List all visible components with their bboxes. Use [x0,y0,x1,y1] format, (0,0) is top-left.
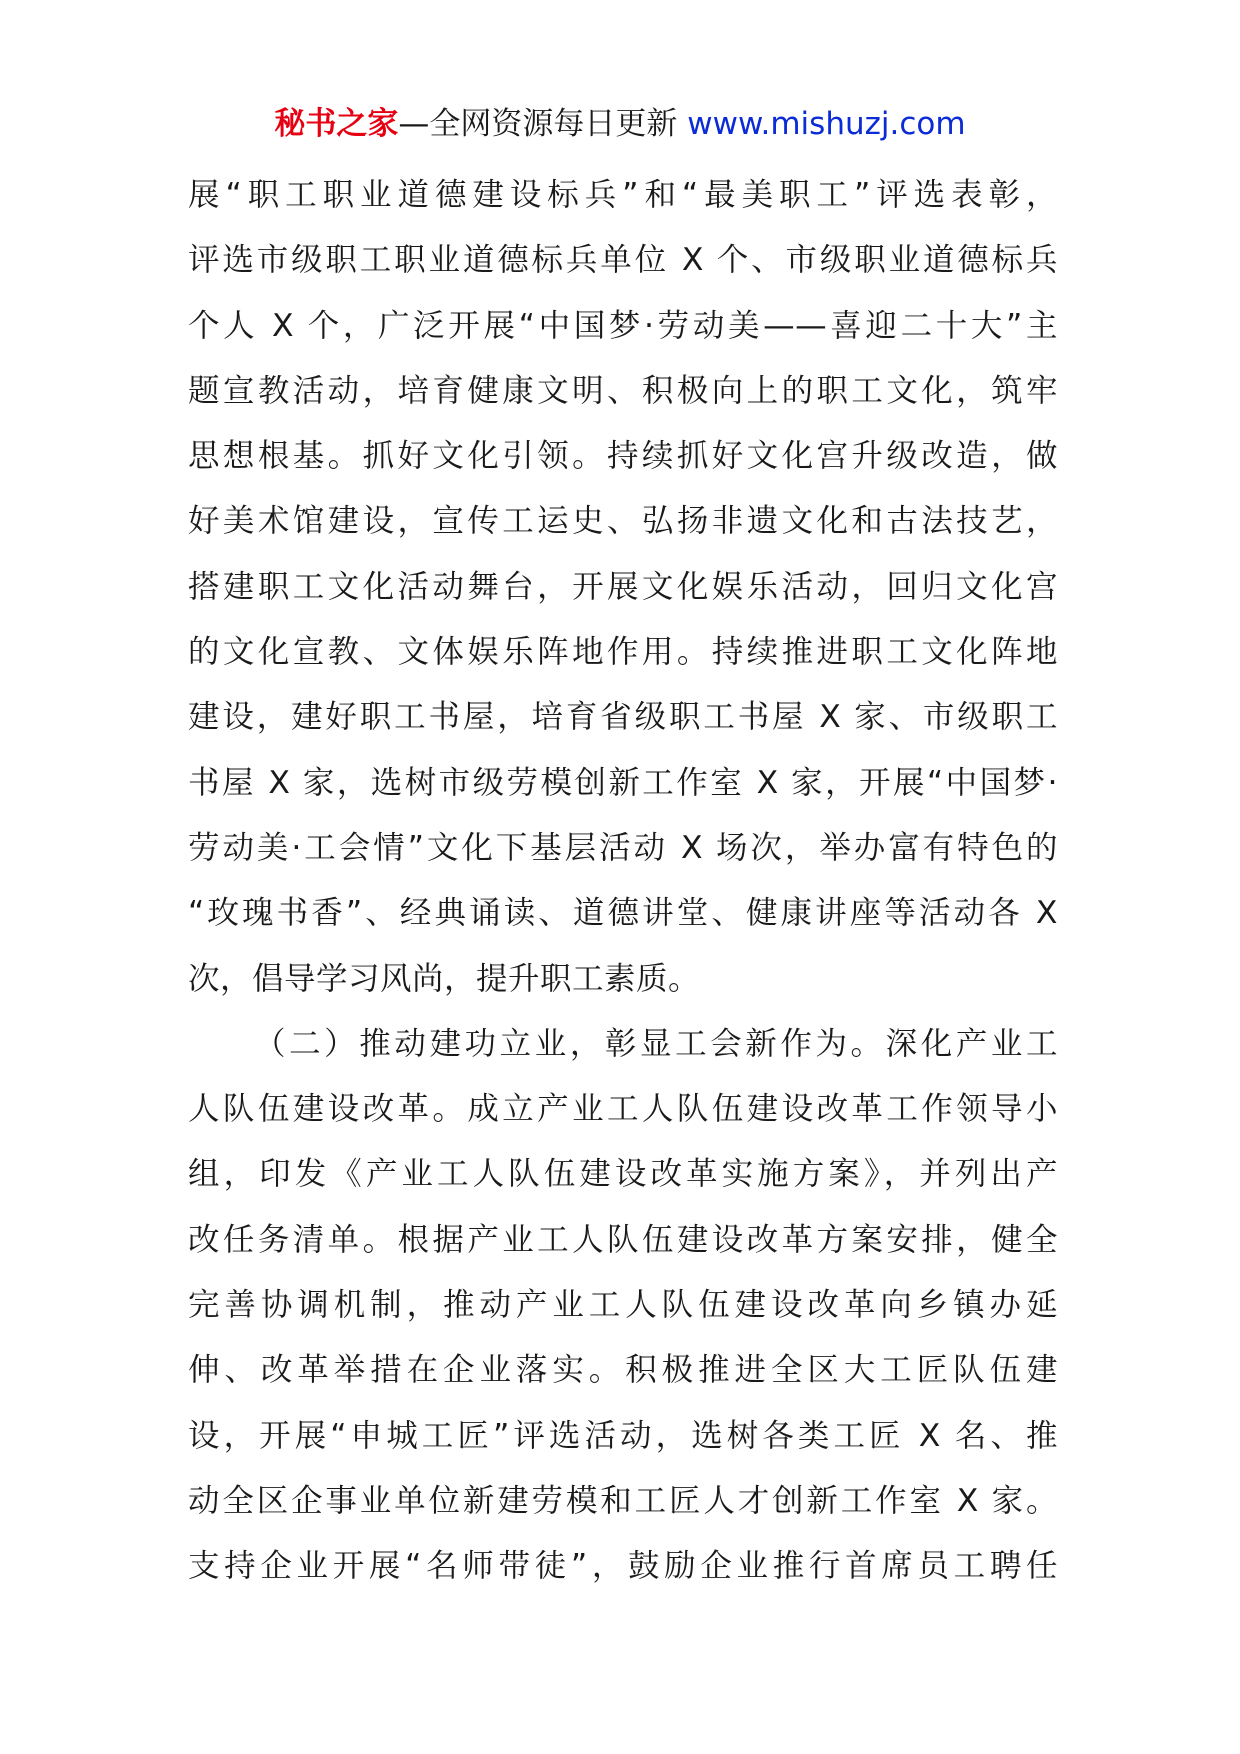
text-line: “玫瑰书香”、经典诵读、道德讲堂、健康讲座等活动各 X [188,895,1058,932]
document-body [188,163,1058,1600]
text-line: 人队伍建设改革。成立产业工人队伍建设改革工作领导小 [188,1091,1058,1128]
text-line: 评选市级职工职业道德标兵单位 X 个、市级职业道德标兵 [188,242,1058,279]
text-line: 思想根基。抓好文化引领。持续抓好文化宫升级改造，做 [188,438,1058,475]
text-line: 动全区企事业单位新建劳模和工匠人才创新工作室 X 家。 [188,1482,1058,1519]
text-line: 搭建职工文化活动舞台，开展文化娱乐活动，回归文化宫 [188,568,1058,605]
site-brand: 秘书之家 [274,106,399,142]
site-url[interactable]: www.mishuzj.com [687,106,966,142]
text-line: 支持企业开展“名师带徒”，鼓励企业推行首席员工聘任 [188,1548,1058,1585]
paragraph-end-line: 次，倡导学习风尚，提升职工素质。 [188,960,701,997]
text-line: 组，印发《产业工人队伍建设改革实施方案》，并列出产 [188,1156,1058,1193]
text-line: 完善协调机制，推动产业工人队伍建设改革向乡镇办延 [188,1287,1058,1324]
text-line: 书屋 X 家，选树市级劳模创新工作室 X 家，开展“中国梦· [188,764,1058,801]
text-line: 设，开展“申城工匠”评选活动，选树各类工匠 X 名、推 [188,1417,1058,1454]
site-header [0,100,1240,148]
text-line: 改任务清单。根据产业工人队伍建设改革方案安排，健全 [188,1221,1058,1258]
text-line: 展“职工职业道德建设标兵”和“最美职工”评选表彰， [188,177,1058,213]
text-line: 好美术馆建设，宣传工运史、弘扬非遗文化和古法技艺， [188,503,1058,540]
text-line: 题宣教活动，培育健康文明、积极向上的职工文化，筑牢 [188,372,1058,409]
text-line: 个人 X 个，广泛开展“中国梦·劳动美——喜迎二十大”主 [188,307,1058,344]
section-heading-line: （二）推动建功立业，彰显工会新作为。深化产业工 [254,1025,1058,1062]
text-line: 建设，建好职工书屋，培育省级职工书屋 X 家、市级职工 [188,699,1058,736]
text-line: 伸、改革举措在企业落实。积极推进全区大工匠队伍建 [188,1352,1058,1389]
text-line: 的文化宣教、文体娱乐阵地作用。持续推进职工文化阵地 [188,634,1058,671]
text-line: 劳动美·工会情”文化下基层活动 X 场次，举办富有特色的 [188,829,1058,866]
site-tagline: —全网资源每日更新 [398,106,688,142]
